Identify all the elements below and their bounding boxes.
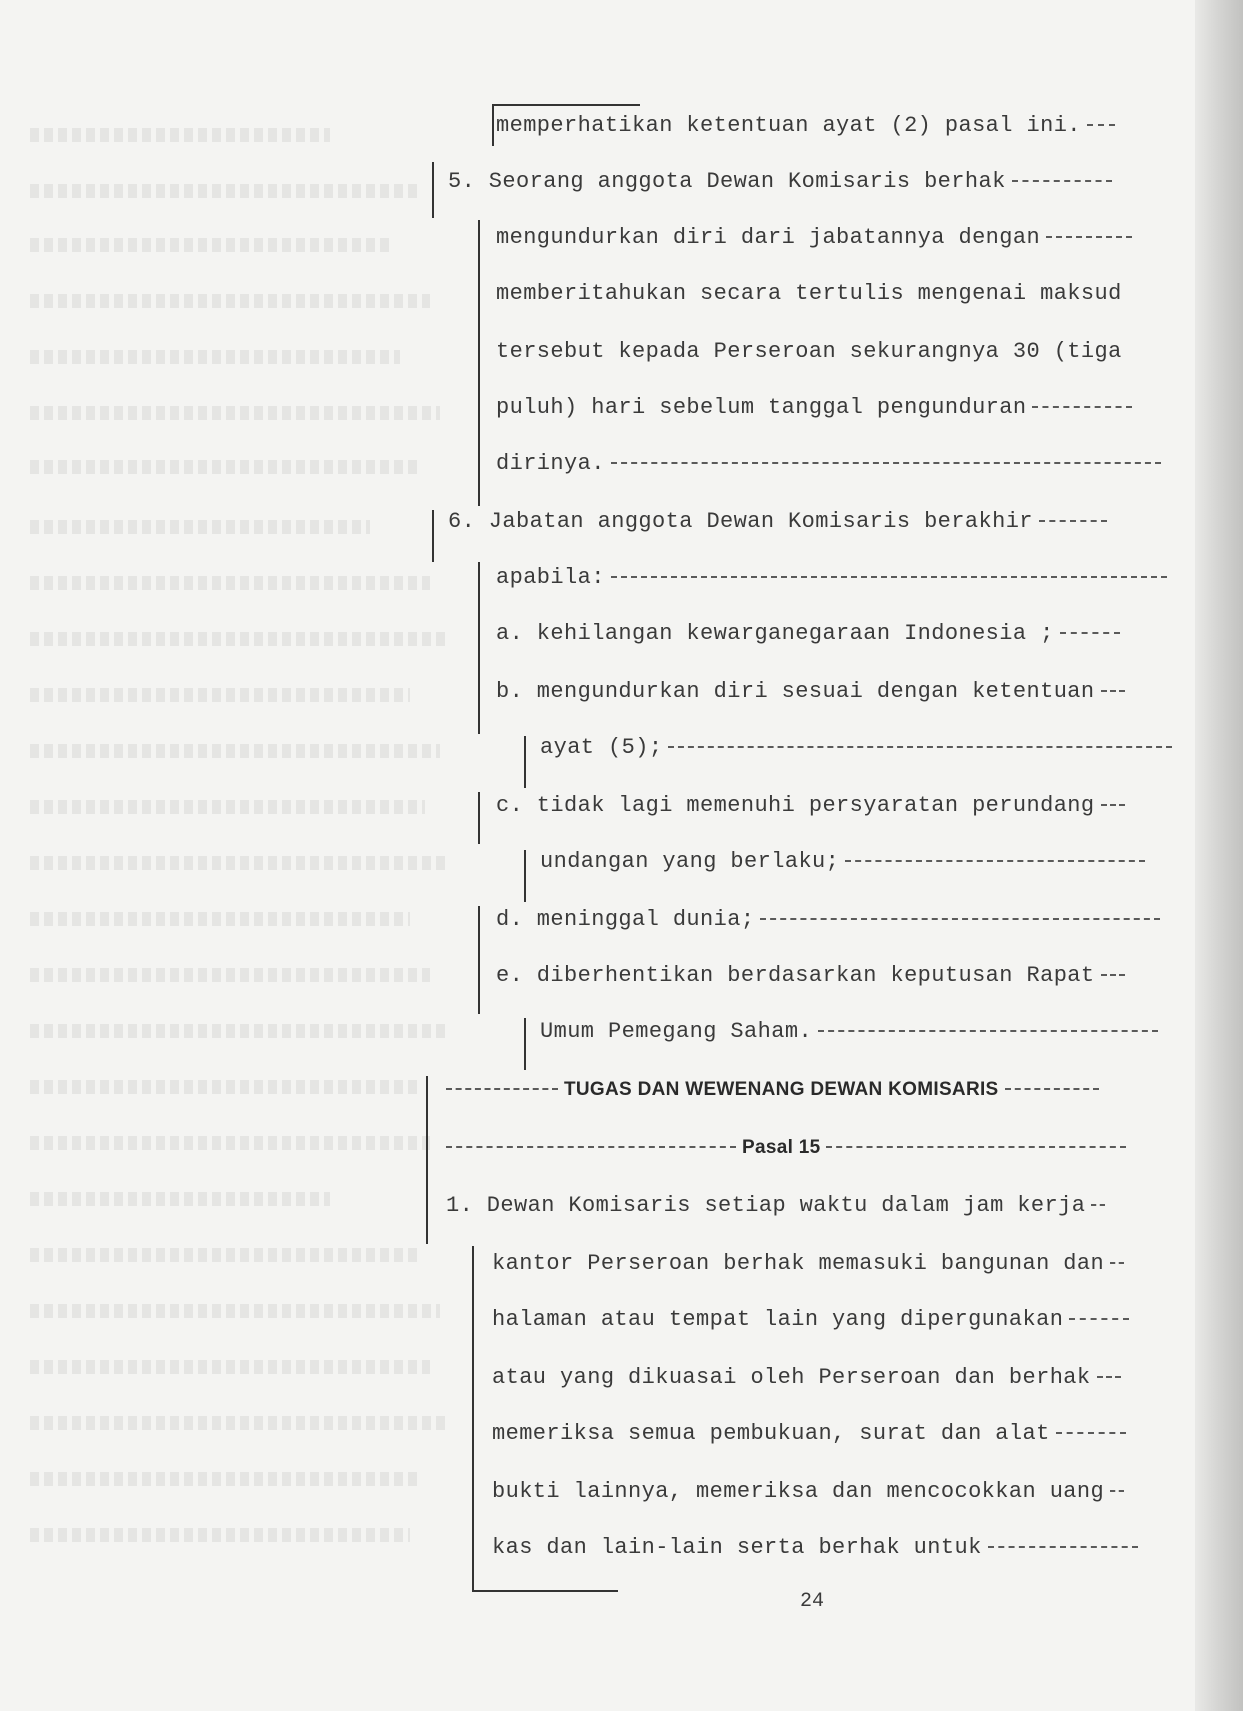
text-line-6: puluh) hari sebelum tanggal pengunduran [496,394,1132,422]
text-line-22: memeriksa semua pembukuan, surat dan alat [492,1420,1126,1448]
text-line-8: 6. Jabatan anggota Dewan Komisaris berakhir [448,508,1107,536]
page-number: 24 [800,1590,825,1613]
text-line-14: undangan yang berlaku; [540,848,1145,876]
margin-line-section-heading [426,1076,428,1244]
section-heading: TUGAS DAN WEWENANG DEWAN KOMISARIS [446,1076,1099,1104]
text-line-12: ayat (5); [540,734,1172,762]
text-line-19: kantor Perseroan berhak memasuki bangunan dan [492,1250,1124,1278]
text-line-24: kas dan lain-lain serta berhak untuk [492,1534,1138,1562]
margin-line-bottom-horizontal [472,1590,618,1592]
text-line-15: d. meninggal dunia; [496,906,1160,934]
text-line-18: 1. Dewan Komisaris setiap waktu dalam jam kerja [446,1192,1105,1220]
text-line-4: memberitahukan secara tertulis mengenai maksud [496,281,1122,306]
margin-line-item-6-body [478,562,480,734]
text-line-21: atau yang dikuasai oleh Perseroan dan berhak [492,1364,1121,1392]
margin-line-item-1-body [472,1246,474,1590]
margin-line-item-e-cont [524,1018,526,1070]
text-line-17: Umum Pemegang Saham. [540,1018,1158,1046]
text-line-16: e. diberhentikan berdasarkan keputusan Rapat [496,962,1125,990]
margin-line-item-c-cont [524,850,526,902]
margin-line-top [492,106,494,146]
text-line-7: dirinya. [496,450,1161,478]
bleed-through-text [0,0,470,1711]
margin-line-item-c [478,792,480,844]
margin-line-item-d-e [478,906,480,1014]
text-line-11: b. mengundurkan diri sesuai dengan ketentuan [496,678,1125,706]
text-line-2: 5. Seorang anggota Dewan Komisaris berhak [448,168,1112,196]
text-line-20: halaman atau tempat lain yang dipergunakan [492,1306,1129,1334]
text-line-13: c. tidak lagi memenuhi persyaratan perundang [496,792,1125,820]
text-line-1: memperhatikan ketentuan ayat (2) pasal ini. [496,112,1115,140]
article-heading: Pasal 15 [446,1134,1126,1162]
page-edge-shadow [1195,0,1243,1711]
margin-line-item-5 [432,162,434,218]
margin-line-item-6 [432,510,434,562]
margin-line-item-b [524,736,526,788]
margin-line-top-horizontal [492,104,640,106]
text-line-9: apabila: [496,564,1167,592]
text-line-10: a. kehilangan kewarganegaraan Indonesia ; [496,620,1120,648]
text-line-5: tersebut kepada Perseroan sekurangnya 30 (tiga [496,339,1122,364]
text-line-23: bukti lainnya, memeriksa dan mencocokkan uang [492,1478,1124,1506]
margin-line-item-5-body [478,220,480,506]
text-line-3: mengundurkan diri dari jabatannya dengan [496,224,1132,252]
